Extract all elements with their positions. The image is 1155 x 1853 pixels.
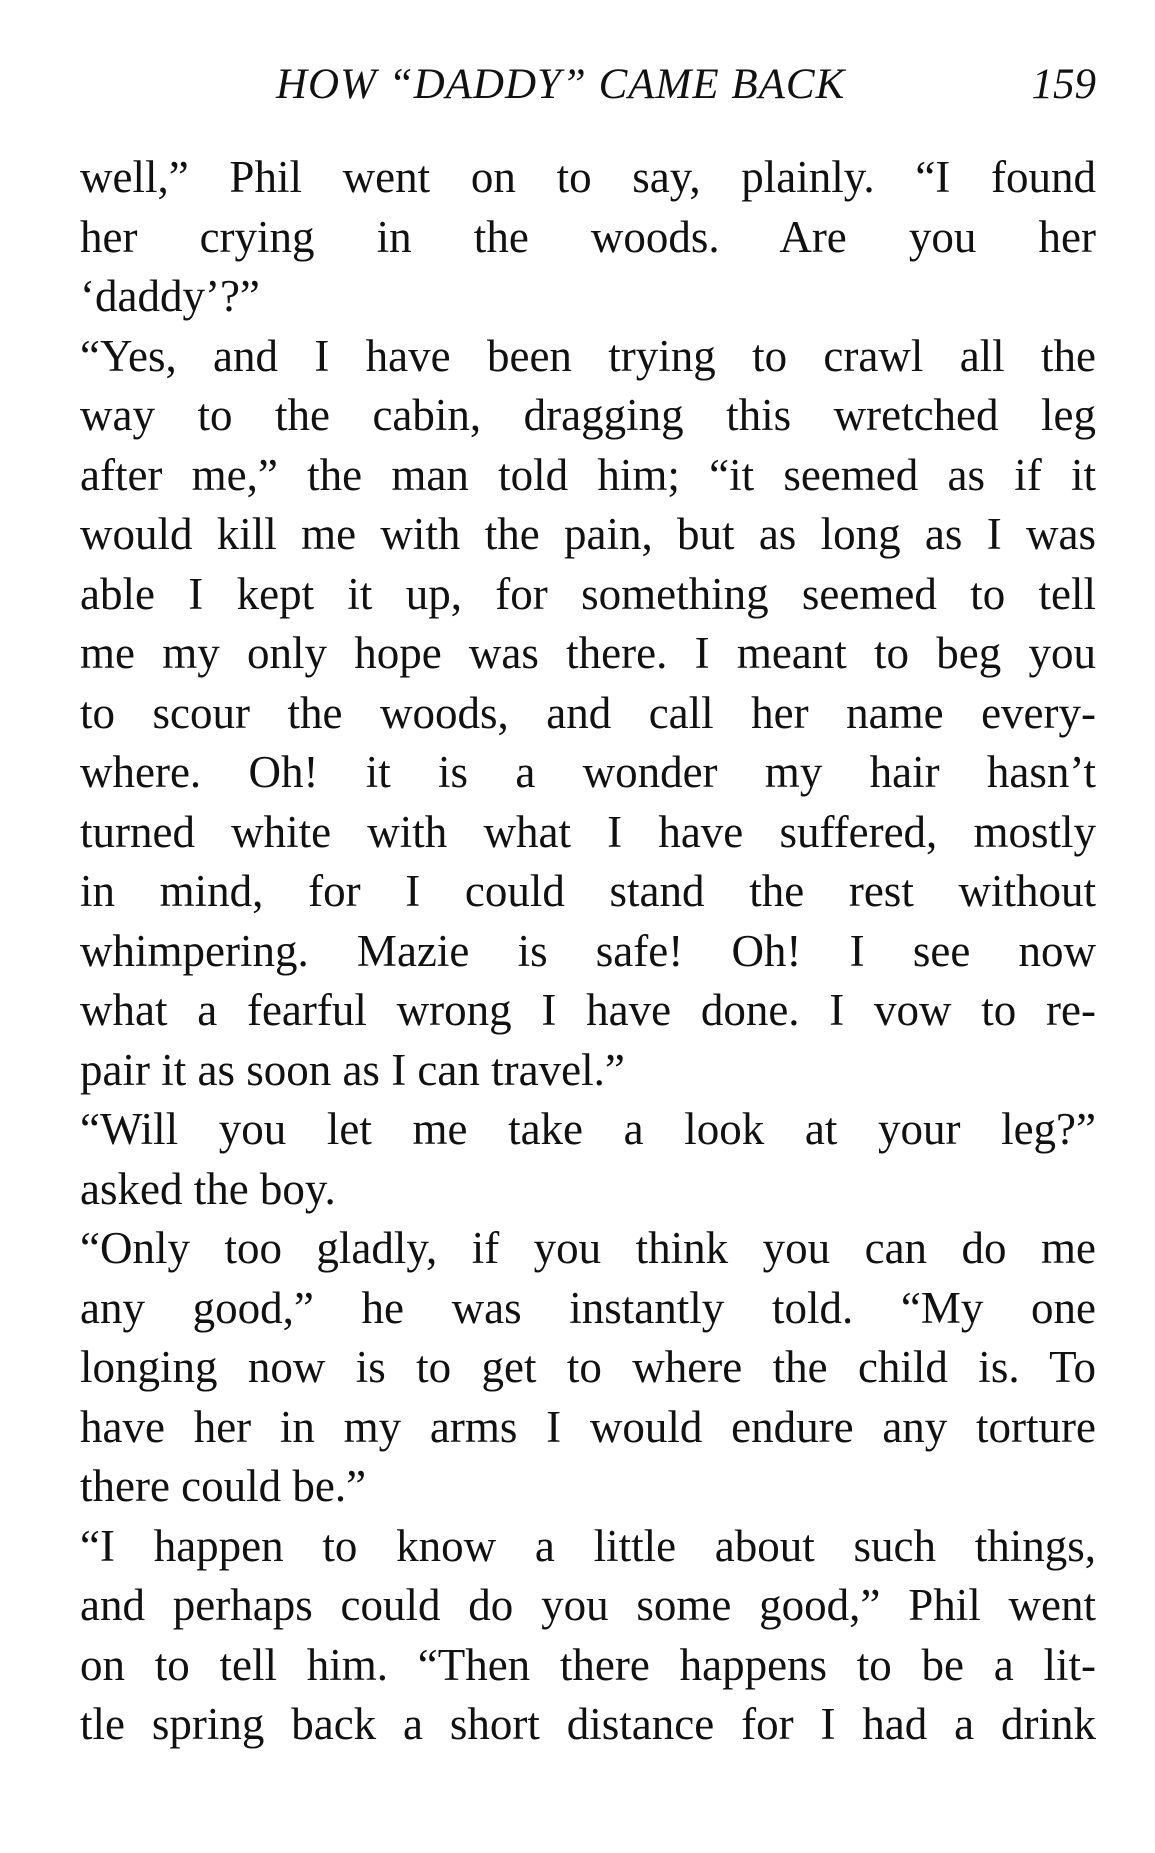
text-line: to scour the woods, and call her name every- [80,687,1096,738]
text-line: there could be.” [80,1461,367,1511]
text-line: after me,” the man told him; “it seemed as if it [80,449,1096,500]
text-line: where. Oh! it is a wonder my hair hasn’t [80,747,1096,797]
text-line: ‘daddy’?” [80,271,260,321]
text-line: me my only hope was there. I meant to beg you [80,628,1096,678]
text-line: asked the boy. [80,1163,336,1214]
text-line: her crying in the woods. Are you her [80,211,1096,262]
text-line: way to the cabin, dragging this wretched leg [80,390,1096,440]
text-line: “Only too gladly, if you think you can do me [80,1223,1096,1273]
text-line: in mind, for I could stand the rest without [80,866,1096,916]
text-line: on to tell him. “Then there happens to be a lit- [80,1639,1096,1690]
text-line: have her in my arms I would endure any torture [80,1401,1096,1452]
text-line: able I kept it up, for something seemed to tell [80,568,1096,619]
text-line: would kill me with the pain, but as long as I was [80,509,1096,559]
text-line: well,” Phil went on to say, plainly. “I found [80,152,1096,202]
text-line: pair it as soon as I can travel.” [80,1044,625,1095]
text-line: tle spring back a short distance for I had a drink [80,1699,1096,1749]
book-page [80,0,1096,1853]
text-line: whimpering. Mazie is safe! Oh! I see now [80,925,1096,976]
page-number: 159 [1031,61,1096,108]
body-text [80,148,1096,1755]
running-head [80,60,1096,110]
text-line: what a fearful wrong I have done. I vow to re- [80,985,1096,1035]
text-line: “I happen to know a little about such things, [80,1520,1096,1571]
text-line: and perhaps could do you some good,” Phil went [80,1580,1096,1630]
text-line: “Yes, and I have been trying to crawl all the [80,330,1096,381]
running-title: HOW “DADDY” CAME BACK [276,61,846,108]
text-line: longing now is to get to where the child is. To [80,1342,1096,1392]
text-line: “Will you let me take a look at your leg?” [80,1104,1096,1154]
text-line: turned white with what I have suffered, mostly [80,806,1096,857]
text-line: any good,” he was instantly told. “My one [80,1282,1096,1333]
